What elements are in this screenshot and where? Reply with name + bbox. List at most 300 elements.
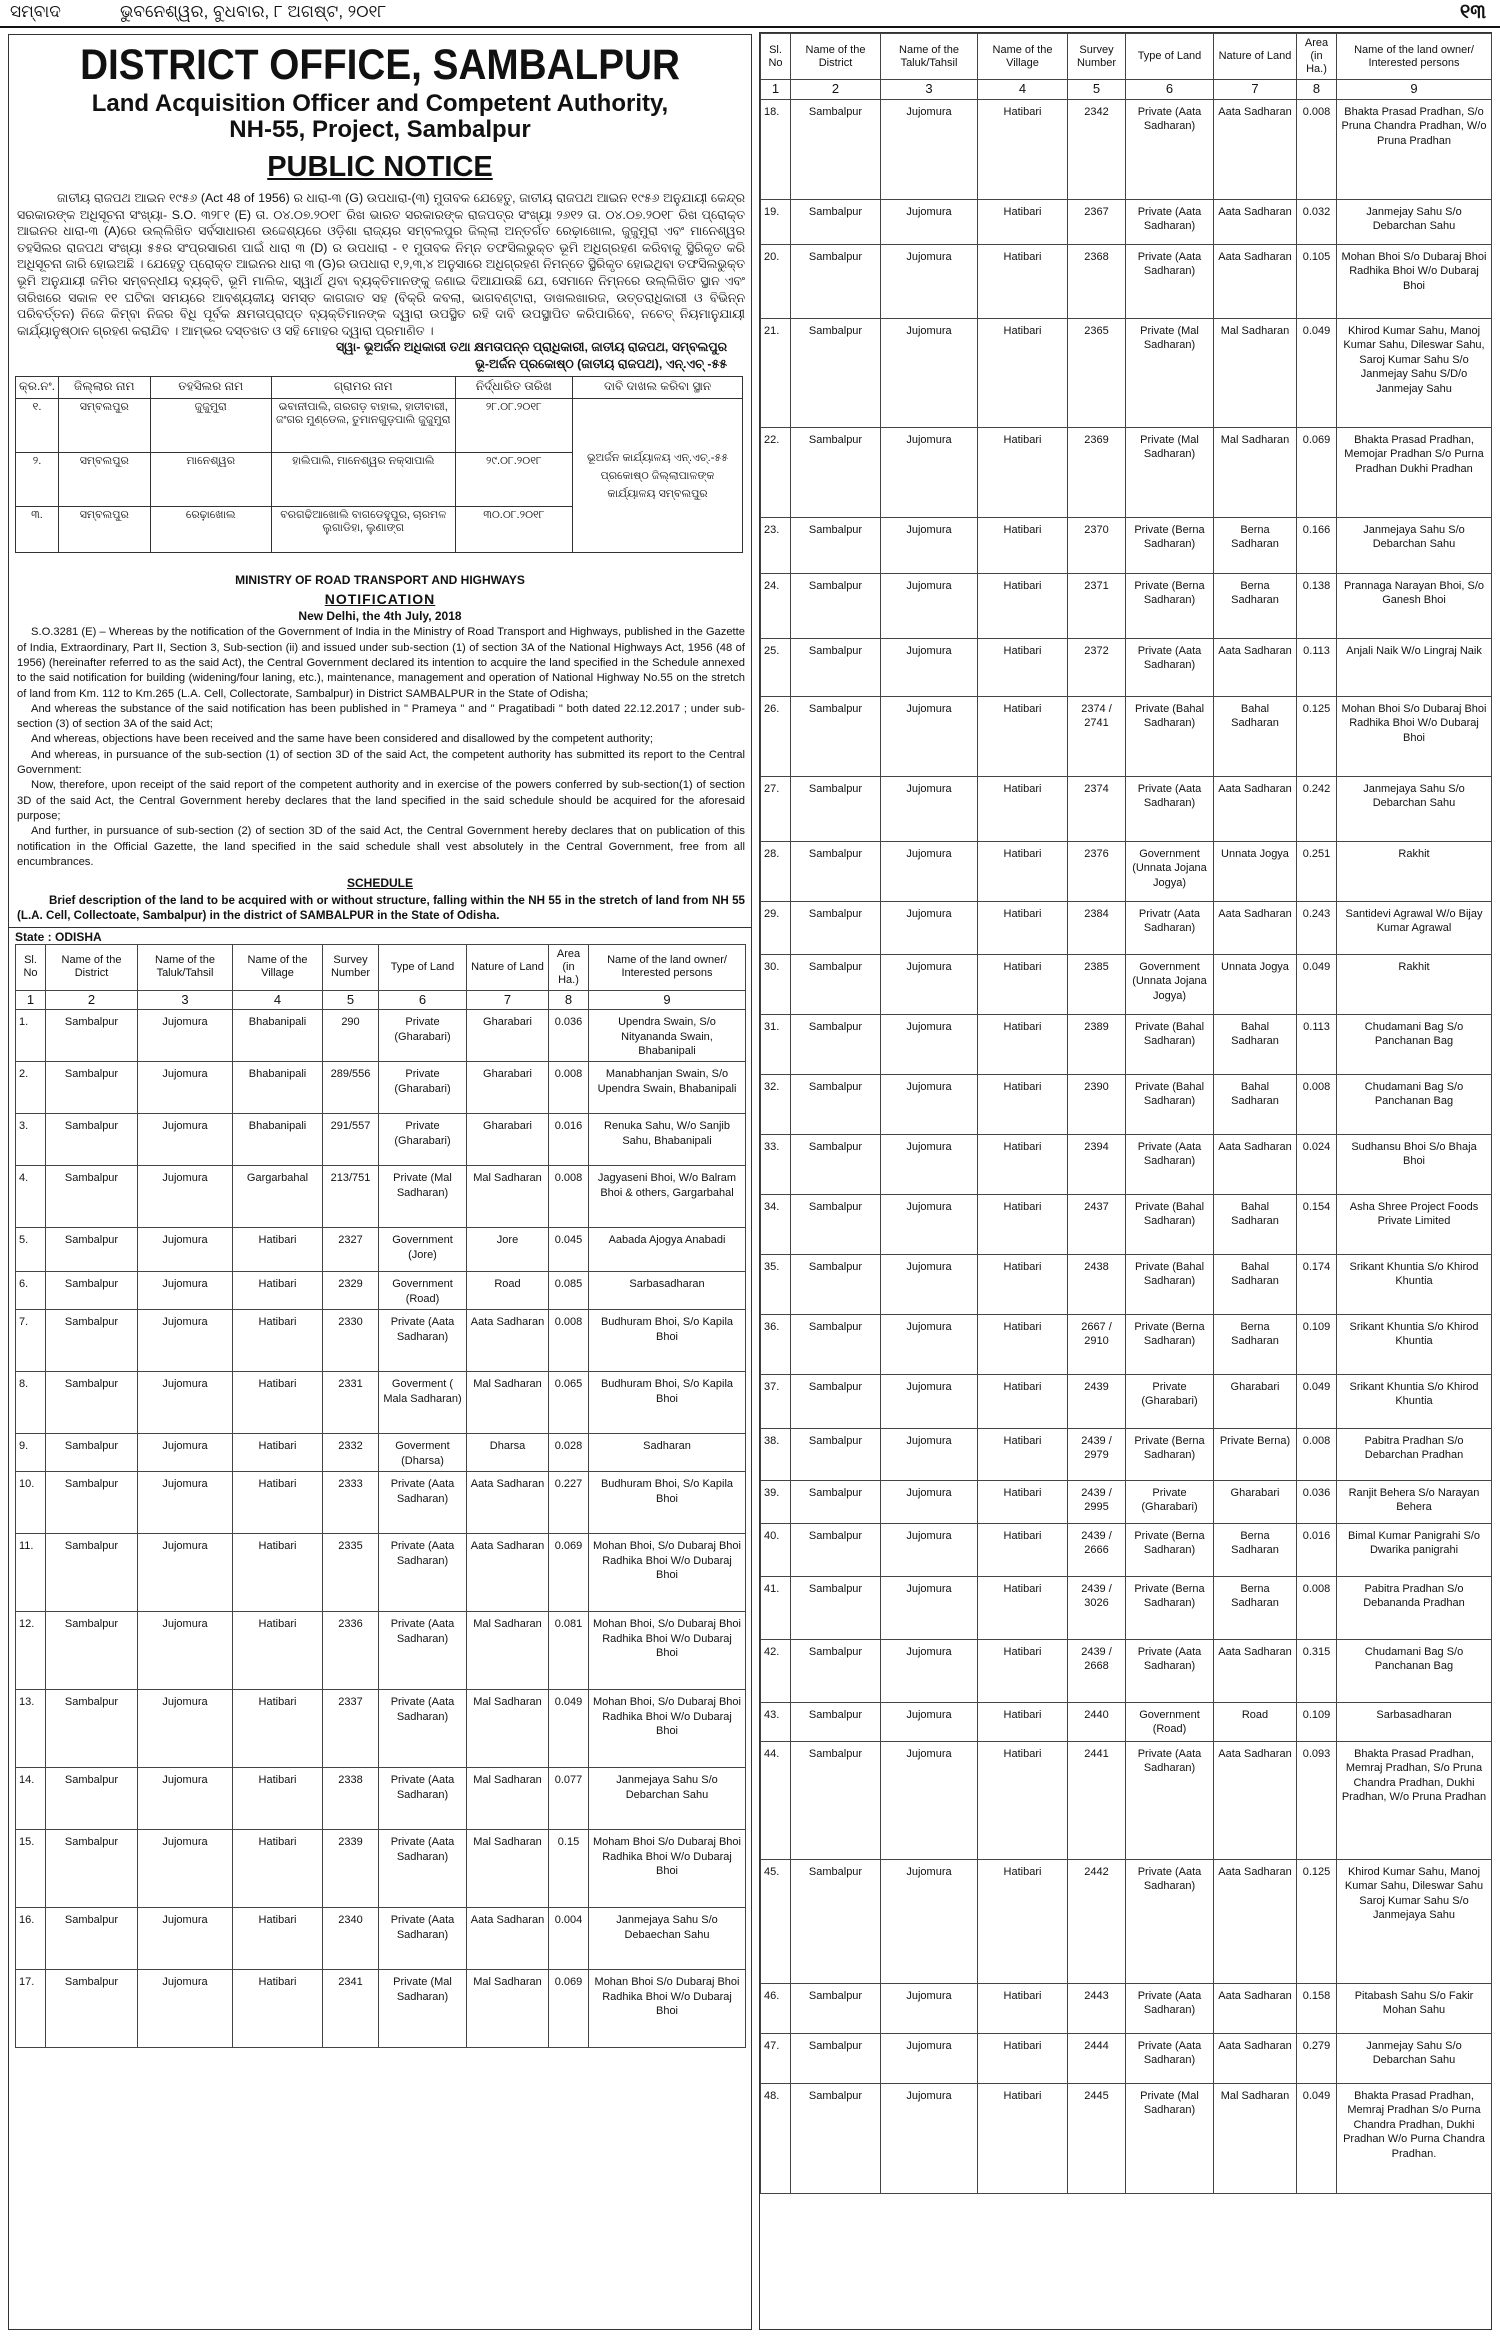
table-cell: Sambalpur [46,1612,138,1690]
table-cell: 0.036 [549,1010,589,1062]
table-cell: 0.045 [549,1228,589,1272]
table-cell: Jujomura [881,1314,978,1374]
table-cell: 0.154 [1297,1194,1337,1254]
table-cell: 0.032 [1297,199,1337,244]
table-cell: Dharsa [467,1434,549,1472]
table-cell: Private (Berna Sadharan) [1126,1523,1214,1576]
table-cell: Private (Aata Sadharan) [1126,99,1214,199]
table-cell: Bahal Sadharan [1214,696,1297,776]
table-cell: 2439 / 2979 [1068,1428,1126,1480]
column-header: Name of the District [46,944,138,990]
table-cell: Private (Mal Sadharan) [1126,318,1214,427]
table-cell: Private (Aata Sadharan) [379,1830,467,1908]
table-row [761,1194,1492,1254]
table-cell: 47. [761,2033,791,2083]
table-cell: Sambalpur [791,1702,881,1741]
table-cell: Mohan Bhoi, S/o Dubaraj Bhoi Radhika Bhoi W/o Dubaraj Bhoi [589,1612,746,1690]
table-cell: Road [1214,1702,1297,1741]
table-cell: Jujomura [881,1014,978,1074]
table-cell: Gargarbahal [233,1166,323,1228]
table-cell: Upendra Swain, S/o Nityananda Swain, Bhabanipali [589,1010,746,1062]
table-cell: Sambalpur [791,1314,881,1374]
table-cell: 2667 / 2910 [1068,1314,1126,1374]
notification-paragraph: And whereas, in pursuance of the sub-section (1) of section 3D of the said Act, the competent authority has submitted its report to the Central Government: [17,748,745,777]
table-cell: Private (Gharabari) [379,1062,467,1114]
table-cell: 16. [16,1908,46,1970]
table-cell: Aata Sadharan [467,1472,549,1534]
table-cell: 12. [16,1612,46,1690]
table-cell: Jujomura [881,1741,978,1859]
table-cell: 2333 [323,1472,379,1534]
table-cell: Hatibari [978,638,1068,696]
table-cell: Private (Mal Sadharan) [379,1166,467,1228]
table-cell: Hatibari [978,1374,1068,1428]
table-cell: Prannaga Narayan Bhoi, S/o Ganesh Bhoi [1337,573,1492,638]
table-cell: 0.069 [1297,427,1337,517]
table-cell: 2438 [1068,1254,1126,1314]
table-cell: Hatibari [233,1612,323,1690]
table-cell: Jujomura [138,1010,233,1062]
table-row [761,517,1492,573]
table-cell: 2442 [1068,1859,1126,1983]
table-cell: Jujomura [881,427,978,517]
table-cell: Jujomura [881,2033,978,2083]
column-number: 7 [467,990,549,1010]
odia-table-cell: ରେଢ଼ାଖୋଲ [150,507,271,553]
table-cell: Hatibari [233,1908,323,1970]
table-cell: Sambalpur [791,1254,881,1314]
table-cell: Hatibari [233,1434,323,1472]
table-cell: Private (Bahal Sadharan) [1126,1194,1214,1254]
table-cell: Jujomura [138,1472,233,1534]
table-cell: Rakhit [1337,841,1492,901]
column-number: 4 [233,990,323,1010]
table-cell: Hatibari [233,1310,323,1372]
table-cell: 2. [16,1062,46,1114]
column-header: Area (in Ha.) [549,944,589,990]
ministry-heading: MINISTRY OF ROAD TRANSPORT AND HIGHWAYS [235,573,525,588]
odia-table-header: ଦାବି ଦାଖଲ କରିବା ସ୍ଥାନ [573,377,743,399]
table-cell: Sambalpur [791,1741,881,1859]
table-cell: 2439 / 2666 [1068,1523,1126,1576]
table-cell: Sambalpur [46,1272,138,1310]
table-cell: 42. [761,1639,791,1702]
table-cell: Mal Sadharan [467,1612,549,1690]
column-header: Name of the land owner/ Interested persons [589,944,746,990]
column-header: Name of the Taluk/Tahsil [138,944,233,990]
odia-table-cell: ୨୮.୦୮.୨୦୧୮ [455,399,572,453]
notification-body [9,625,751,870]
table-cell: Private (Bahal Sadharan) [1126,1014,1214,1074]
table-cell: Private (Aata Sadharan) [379,1472,467,1534]
table-cell: Private (Aata Sadharan) [1126,1983,1214,2033]
odia-table-cell: ଜୁଜୁମୁରା [150,399,271,453]
table-cell: Sambalpur [791,1374,881,1428]
table-cell: 2443 [1068,1983,1126,2033]
table-row [16,1062,746,1114]
table-cell: 2376 [1068,841,1126,901]
table-cell: 0.049 [1297,318,1337,427]
table-row [761,1480,1492,1523]
odia-table-cell: ହାଲିପାଲି, ମାନେଶ୍ୱର ନକ୍ସାପାଲି [271,453,455,507]
table-cell: Hatibari [233,1534,323,1612]
table-cell: 0.016 [1297,1523,1337,1576]
table-cell: Chudamani Bag S/o Panchanan Bag [1337,1639,1492,1702]
table-cell: 11. [16,1534,46,1612]
table-cell: 26. [761,696,791,776]
table-cell: Mal Sadharan [467,1372,549,1434]
table-cell: Bahal Sadharan [1214,1254,1297,1314]
table-cell: 2327 [323,1228,379,1272]
table-cell: Private (Aata Sadharan) [379,1690,467,1768]
table-cell: Sambalpur [791,1859,881,1983]
table-cell: 2445 [1068,2083,1126,2193]
table-cell: Unnata Jogya [1214,954,1297,1014]
odia-table-header: ତହସିଲର ନାମ [150,377,271,399]
table-cell: Goverment ( Mala Sadharan) [379,1372,467,1434]
table-cell: 0.085 [549,1272,589,1310]
table-cell: Sambalpur [791,318,881,427]
table-cell: 0.081 [549,1612,589,1690]
table-cell: Pitabash Sahu S/o Fakir Mohan Sahu [1337,1983,1492,2033]
table-cell: Hatibari [978,1314,1068,1374]
table-cell: Jujomura [138,1228,233,1272]
table-cell: Aata Sadharan [1214,1983,1297,2033]
table-cell: Jujomura [138,1114,233,1166]
table-cell: Hatibari [978,2083,1068,2193]
table-cell: 2369 [1068,427,1126,517]
notification-heading: NOTIFICATION [324,591,436,608]
table-cell: Berna Sadharan [1214,573,1297,638]
table-cell: Hatibari [978,1428,1068,1480]
table-cell: Hatibari [978,318,1068,427]
table-cell: Hatibari [233,1472,323,1534]
table-row [761,1741,1492,1859]
table-cell: Sambalpur [46,1062,138,1114]
table-cell: Jore [467,1228,549,1272]
table-cell: 4. [16,1166,46,1228]
table-cell: 2439 / 2668 [1068,1639,1126,1702]
table-cell: Sambalpur [46,1534,138,1612]
table-cell: Private (Aata Sadharan) [1126,1639,1214,1702]
odia-table-cell: ମାନେଶ୍ୱର [150,453,271,507]
land-schedule-table-left [15,944,746,2049]
table-cell: Mal Sadharan [467,1768,549,1830]
table-cell: Gharabari [467,1114,549,1166]
table-cell: Sambalpur [791,776,881,841]
table-cell: Sambalpur [791,901,881,954]
column-number: 8 [1297,80,1337,100]
table-cell: Aata Sadharan [1214,199,1297,244]
table-cell: Gharabari [467,1062,549,1114]
table-row [761,841,1492,901]
odia-notice-paragraph: ଜାତୀୟ ରାଜପଥ ଆଇନ ୧୯୫୬ (Act 48 of 1956) ର ଧାରା-୩ (G) ଉପଧାରା-(୩) ମୁତାବକ ଯେହେତୁ, ଜାତୀୟ ରାଜପଥ ଆଇନ ୧୯୫୬ ଅନୁଯାୟୀ କେନ୍ଦ୍ର ସରକାରଙ୍କ ଅଧିସୂଚନା ସଂଖ୍ୟା- S.O. ୩୨୮୧ (E) ତା. ୦୪.୦୭.୨୦୧୮ ରିଖ ଭାରତ ସରକାରଙ୍କ ରାଜପତ୍ର ସଂଖ୍ୟା ୨୬୧୨ ତା. ୦୪.୦୭.୨୦୧୮ ରିଖ ପ୍ରୋକ୍ତ ଆଇନର ଧାରା-୩ (A)ରେ ଉଲ୍ଲିଖିତ ସର୍ବସାଧାରଣ ଉଦ୍ଦେଶ୍ୟରେ ଓଡ଼ିଶା ରାଜ୍ୟର ସମ୍ବଲପୁର ଜିଲ୍ଲା ଅନ୍ତର୍ଗତ ରେଢ଼ାଖୋଲ, ଜୁଜୁମୁରା ଏବଂ ମାନେଶ୍ୱର ତହସିଲର ରାଜପଥ ସଂଖ୍ୟା ୫୫ର ସଂପ୍ରସାରଣ ପାଇଁ ଧାରା ୩ (D) ର ଉପଧାରା - ୧ ମୁତାବକ ନିମ୍ନ ତଫସିଲଭୁକ୍ତ ଭୂମି ଅଧିଗ୍ରହଣ କରିବାକୁ ସ୍ଥିରିକୃତ କରି ଅଧିସୂଚନା ଜାରି ହୋଇଅଛି । ଯେହେତୁ ପ୍ରୋକ୍ତ ଆଇନର ଧାରା ୩ (G)ର ଉପଧାରା ୧,୨,୩,୪ ଅନୁସାରେ ଅଧିଗ୍ରହଣ ନିମନ୍ତେ ସ୍ଥିରିକୃତ ହୋଇଥିବା ତଫସିଲଭୁକ୍ତ ଭୂମି ଅନୁଯାୟୀ ଜମିର ସମ୍ବନ୍ଧୀୟ ବ୍ୟକ୍ତି, ଭୂମି ମାଲିକ, ସ୍ୱାର୍ଥ ଥିବା ବ୍ୟକ୍ତିମାନଙ୍କୁ ଜଣାଇ ଦିଆଯାଉଛି ଯେ, ସେମାନେ ନିମ୍ନରେ ଉଲ୍ଲିଖିତ ସ୍ଥାନ ଏବଂ ତାରିଖରେ ସକାଳ ୧୧ ଘଟିକା ସମୟରେ ଆବଶ୍ୟକୀୟ ସମସ୍ତ କାଗଜାତ ସହ (ବିକ୍ରି କବଲା, ଭାଗବଣ୍ଟାରା, ଡାଖଲଖାରଜ, ଉତ୍ତରାଧିକାରୀ ଓ ବିଭିନ୍ନ ପରିବର୍ତ୍ତନ) ନିଜେ କିମ୍ବା ନିଜର ବିଧି ପୂର୍ବକ କ୍ଷମତାପ୍ରାପ୍ତ ବ୍ୟକ୍ତିମାନଙ୍କ ଦ୍ୱାରା ଉପସ୍ଥିତ ରହି ଦାବି ଉପସ୍ଥାପିତ କରିପାରିବେ, ନଚେତ୍ ନିୟମାନୁଯାୟୀ କାର୍ଯ୍ୟାନୁଷ୍ଠାନ ଗ୍ରହଣ କରାଯିବ । ଆମ୍ଭର ଦସ୍ତଖତ ଓ ସହି ମୋହର ଦ୍ୱାରା ପ୍ରମାଣିତ । [17,191,745,338]
column-number: 2 [46,990,138,1010]
column-number: 9 [589,990,746,1010]
table-cell: Aata Sadharan [467,1908,549,1970]
table-cell: Gharabari [467,1010,549,1062]
table-cell: 0.008 [1297,1576,1337,1639]
hearing-schedule-table [15,376,743,553]
newspaper-header [0,0,1500,28]
notification-paragraph: Now, therefore, upon receipt of the said report of the competent authority and in exercise of the powers conferred by sub-section(1) of section 3D of the said Act, the Central Government hereby declares that the land specified in the said schedule should be acquired for the aforesaid purpose; [17,779,745,822]
table-cell: 2329 [323,1272,379,1310]
table-cell: Jujomura [138,1908,233,1970]
table-cell: Aata Sadharan [1214,1639,1297,1702]
table-cell: 0.315 [1297,1639,1337,1702]
table-cell: Asha Shree Project Foods Private Limited [1337,1194,1492,1254]
table-cell: Jujomura [881,696,978,776]
table-cell: Gharabari [1214,1480,1297,1523]
odia-table-header: ଜିଲ୍ଲାର ନାମ [58,377,150,399]
table-row [761,1134,1492,1194]
table-cell: Mohan Bhoi S/o Dubaraj Bhoi Radhika Bhoi W/o Dubaraj Bhoi [1337,244,1492,318]
table-row [761,573,1492,638]
table-row [761,1314,1492,1374]
table-cell: Bhabanipali [233,1062,323,1114]
table-cell: Berna Sadharan [1214,517,1297,573]
table-row [761,244,1492,318]
odia-table-cell: ୨. [16,453,59,507]
column-number: 3 [138,990,233,1010]
table-cell: Sadharan [589,1434,746,1472]
table-cell: Private (Aata Sadharan) [379,1768,467,1830]
table-cell: 10. [16,1472,46,1534]
table-cell: Hatibari [978,1523,1068,1576]
table-cell: Anjali Naik W/o Lingraj Naik [1337,638,1492,696]
table-cell: 2365 [1068,318,1126,427]
table-cell: Sambalpur [791,1014,881,1074]
notice-title: PUBLIC NOTICE [267,151,493,183]
table-cell: Aata Sadharan [1214,99,1297,199]
table-cell: Jujomura [881,1702,978,1741]
table-cell: 37. [761,1374,791,1428]
table-cell: Jujomura [881,841,978,901]
table-cell: 5. [16,1228,46,1272]
table-cell: 2339 [323,1830,379,1908]
table-cell: Jujomura [881,638,978,696]
table-cell: 33. [761,1134,791,1194]
column-number: 5 [1068,80,1126,100]
table-cell: Hatibari [978,1254,1068,1314]
page-number: ୧୩ [1459,1,1486,23]
table-cell: Sambalpur [791,1983,881,2033]
table-cell: Chudamani Bag S/o Panchanan Bag [1337,1014,1492,1074]
table-cell: Jujomura [881,244,978,318]
table-cell: Janmejaya Sahu S/o Debarchan Sahu [1337,776,1492,841]
table-cell: 0.008 [1297,1074,1337,1134]
table-cell: Bhabanipali [233,1114,323,1166]
table-cell: Mohan Bhoi, S/o Dubaraj Bhoi Radhika Bhoi W/o Dubaraj Bhoi [589,1690,746,1768]
table-cell: 0.028 [549,1434,589,1472]
table-cell: Hatibari [978,776,1068,841]
table-row [16,1310,746,1372]
table-cell: Sambalpur [46,1690,138,1768]
table-cell: Mal Sadharan [467,1830,549,1908]
table-cell: 0.016 [549,1114,589,1166]
signature-line-1: ସ୍ୱା- ଭୂଅର୍ଜନ ଅଧିକାରୀ ତଥା କ୍ଷମତାପନ୍ନ ପ୍ରାଧିକାରୀ, ଜାତୀୟ ରାଜପଥ, ସମ୍ବଲପୁର [336,340,727,355]
column-number-row [761,80,1492,100]
table-cell: Road [467,1272,549,1310]
table-cell: 6. [16,1272,46,1310]
table-cell: Jujomura [881,318,978,427]
column-number: 5 [323,990,379,1010]
table-cell: 2374 / 2741 [1068,696,1126,776]
table-cell: Hatibari [233,1372,323,1434]
table-cell: 0.125 [1297,1859,1337,1983]
right-column [759,32,1492,2330]
table-cell: 14. [16,1768,46,1830]
state-label: State : ODISHA [9,927,751,944]
table-cell: 0.158 [1297,1983,1337,2033]
table-cell: Sarbasadharan [589,1272,746,1310]
table-cell: 2371 [1068,573,1126,638]
table-cell: 21. [761,318,791,427]
table-cell: Aata Sadharan [1214,901,1297,954]
table-cell: 0.138 [1297,573,1337,638]
page-title: DISTRICT OFFICE, SAMBALPUR [80,41,680,89]
table-cell: Mohan Bhoi, S/o Dubaraj Bhoi Radhika Bhoi W/o Dubaraj Bhoi [589,1534,746,1612]
table-cell: 2439 [1068,1374,1126,1428]
table-cell: Sambalpur [791,1428,881,1480]
table-cell: 2439 / 3026 [1068,1576,1126,1639]
table-cell: 0.008 [549,1310,589,1372]
column-header: Area (in Ha.) [1297,34,1337,80]
table-row [761,1254,1492,1314]
table-cell: Mal Sadharan [467,1166,549,1228]
table-cell: 0.049 [1297,954,1337,1014]
table-cell: Jujomura [138,1272,233,1310]
subtitle-line-1: Land Acquisition Officer and Competent Authority, [91,90,669,117]
table-cell: Sambalpur [46,1114,138,1166]
table-cell: 43. [761,1702,791,1741]
column-header: Type of Land [379,944,467,990]
table-row [16,1534,746,1612]
table-cell: Sambalpur [791,1194,881,1254]
table-cell: Gharabari [1214,1374,1297,1428]
table-cell: Government (Unnata Jojana Jogya) [1126,954,1214,1014]
table-cell: Sambalpur [791,841,881,901]
table-cell: 0.113 [1297,638,1337,696]
table-cell: 0.113 [1297,1014,1337,1074]
table-cell: Khirod Kumar Sahu, Manoj Kumar Sahu, Dileswar Sahu Saroj Kumar Sahu S/o Janmejaya Sahu [1337,1859,1492,1983]
table-row [16,1010,746,1062]
table-cell: Sambalpur [791,696,881,776]
odia-table-cell: ୩. [16,507,59,553]
table-cell: Hatibari [978,1983,1068,2033]
table-cell: 0.093 [1297,1741,1337,1859]
table-cell: Jujomura [138,1166,233,1228]
table-row [16,1114,746,1166]
table-cell: 24. [761,573,791,638]
table-cell: Hatibari [978,1480,1068,1523]
table-cell: Sambalpur [46,1372,138,1434]
table-cell: 2340 [323,1908,379,1970]
table-cell: 289/556 [323,1062,379,1114]
table-cell: Aata Sadharan [1214,244,1297,318]
table-cell: Jujomura [138,1434,233,1472]
table-cell: Private (Aata Sadharan) [379,1310,467,1372]
table-cell: Bhakta Prasad Pradhan, Memojar Pradhan S/o Purna Pradhan Dukhi Pradhan [1337,427,1492,517]
table-cell: Private (Berna Sadharan) [1126,1576,1214,1639]
odia-table-cell: ୨୯.୦୮.୨୦୧୮ [455,453,572,507]
table-cell: Sambalpur [791,517,881,573]
table-cell: Private (Aata Sadharan) [1126,199,1214,244]
table-cell: 38. [761,1428,791,1480]
table-cell: Private (Aata Sadharan) [1126,244,1214,318]
table-row [761,1074,1492,1134]
table-cell: Sambalpur [791,199,881,244]
table-cell: Mal Sadharan [1214,427,1297,517]
table-cell: Bhabanipali [233,1010,323,1062]
table-cell: Sambalpur [46,1228,138,1272]
table-row [761,1374,1492,1428]
table-row [16,1612,746,1690]
column-header: Sl. No [761,34,791,80]
table-row [761,99,1492,199]
table-cell: Bhakta Prasad Pradhan, S/o Pruna Chandra Pradhan, W/o Pruna Pradhan [1337,99,1492,199]
table-cell: Jujomura [881,1983,978,2033]
header-dateline: ଭୁବନେଶ୍ୱର, ବୁଧବାର, ୮ ଅଗଷ୍ଟ, ୨୦୧୮ [120,2,387,21]
table-cell: Bahal Sadharan [1214,1074,1297,1134]
table-row [16,1768,746,1830]
table-cell: Sambalpur [791,2083,881,2193]
column-header: Name of the District [791,34,881,80]
table-cell: Sambalpur [791,427,881,517]
table-cell: 0.008 [549,1062,589,1114]
table-row [761,776,1492,841]
table-cell: Mohan Bhoi S/o Dubaraj Bhoi Radhika Bhoi W/o Dubaraj Bhoi [1337,696,1492,776]
table-cell: 7. [16,1310,46,1372]
table-row [16,1472,746,1534]
table-cell: Private (Berna Sadharan) [1126,517,1214,573]
table-cell: Private (Berna Sadharan) [1126,1314,1214,1374]
table-cell: 22. [761,427,791,517]
table-cell: Sambalpur [46,1908,138,1970]
odia-table-header: ନିର୍ଦ୍ଧାରିତ ତାରିଖ [455,377,572,399]
table-cell: Hatibari [978,901,1068,954]
column-number: 3 [881,80,978,100]
table-cell: 2444 [1068,2033,1126,2083]
column-number: 6 [379,990,467,1010]
odia-table-cell: ସମ୍ବଲପୁର [58,507,150,553]
table-cell: Sambalpur [791,1480,881,1523]
table-cell: 0.069 [549,1534,589,1612]
table-cell: 2394 [1068,1134,1126,1194]
table-cell: 290 [323,1010,379,1062]
table-cell: Private (Gharabari) [379,1010,467,1062]
table-row [761,638,1492,696]
table-row [761,427,1492,517]
table-cell: Janmejay Sahu S/o Debarchan Sahu [1337,199,1492,244]
column-header: Sl. No [16,944,46,990]
table-cell: Hatibari [233,1228,323,1272]
table-cell: Sambalpur [791,1134,881,1194]
table-cell: Sambalpur [791,1523,881,1576]
table-cell: 2384 [1068,901,1126,954]
table-cell: Sambalpur [46,1310,138,1372]
column-number-row [16,990,746,1010]
table-cell: Hatibari [978,954,1068,1014]
table-cell: Renuka Sahu, W/o Sanjib Sahu, Bhabanipali [589,1114,746,1166]
table-cell: Jujomura [881,99,978,199]
table-cell: Jujomura [138,1970,233,2048]
table-cell: 0.004 [549,1908,589,1970]
table-header-row [16,944,746,990]
column-header: Name of the Taluk/Tahsil [881,34,978,80]
table-cell: Aata Sadharan [1214,1741,1297,1859]
table-cell: Private (Aata Sadharan) [1126,2033,1214,2083]
